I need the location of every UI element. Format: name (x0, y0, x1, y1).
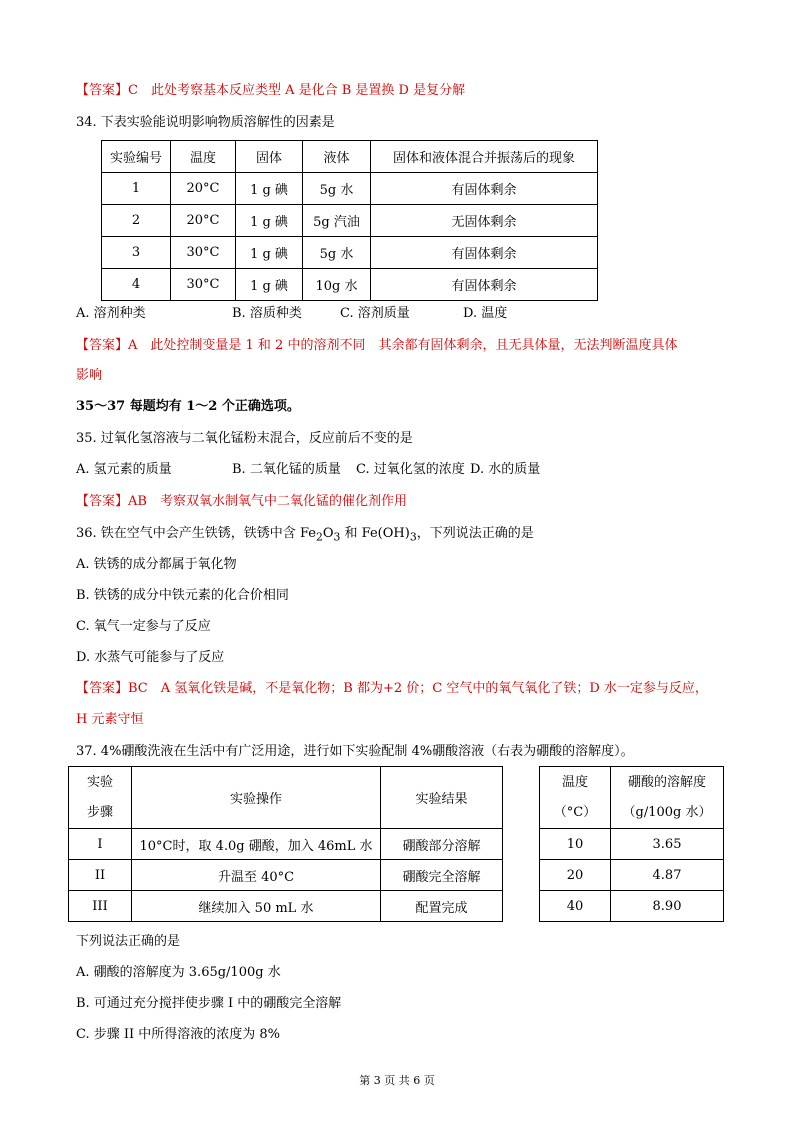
q34-options (76, 305, 507, 323)
q36-answer-cont: H 元素守恒 (76, 712, 144, 727)
option: A. 溶剂种类 (76, 306, 146, 321)
table-cell: 2 (102, 205, 171, 237)
header-text: 实验 (86, 774, 113, 790)
q36-option-b: B. 铁锈的成分中铁元素的化合价相同 (76, 588, 289, 603)
table-row (102, 205, 598, 237)
q34-stem: 34. 下表实验能说明影响物质溶解性的因素是 (76, 115, 335, 130)
table-cell: 1 g 碘 (236, 173, 303, 205)
table-row (102, 173, 598, 205)
table-cell: 1 (102, 173, 171, 205)
table-cell: 30°C (171, 269, 236, 301)
option: C. 过氧化氢的浓度 (356, 462, 465, 477)
table-cell: 10°C时，取 4.0g 硼酸，加入 46mL 水 (132, 829, 381, 860)
q37-prompt: 下列说法正确的是 (76, 934, 181, 949)
header-text: 步骤 (86, 804, 113, 820)
table-header (540, 767, 611, 829)
table-cell: 升温至 40°C (132, 860, 381, 891)
q37-stem: 37. 4%硼酸洗液在生活中有广泛用途，进行如下实验配制 4%硼酸溶液（右表为硼酸的溶解度）。 (76, 744, 634, 759)
table-header (69, 767, 132, 829)
section-note: 35～37 每题均有 1～2 个正确选项。 (76, 399, 300, 414)
q34-header-cell: 实验编号 (102, 141, 171, 173)
table-row (540, 829, 724, 860)
option: D. 温度 (463, 306, 508, 321)
table-cell: 10g 水 (303, 269, 371, 301)
q36-stem-part: 36. 铁在空气中会产生铁锈，铁锈中含 Fe (76, 526, 316, 541)
table-cell: II (69, 860, 132, 891)
table-cell: 硼酸部分溶解 (381, 829, 503, 860)
header-text: 硼酸的溶解度 (627, 774, 706, 790)
q35-options (76, 461, 540, 479)
option: B. 二氧化锰的质量 (232, 462, 341, 477)
table-cell: 4.87 (611, 860, 724, 891)
table-row (102, 237, 598, 269)
q36-stem-sub: 3 (333, 530, 341, 544)
table-row (69, 891, 503, 922)
table-row (69, 860, 503, 891)
header-text: （°C） (553, 804, 597, 820)
option: D. 水的质量 (470, 462, 541, 477)
option: B. 溶质种类 (232, 306, 302, 321)
table-cell: 3.65 (611, 829, 724, 860)
q35-answer: 【答案】AB 考察双氧水制氧气中二氧化锰的催化剂作用 (76, 494, 407, 509)
table-cell: 20°C (171, 173, 236, 205)
table-cell: 1 g 碘 (236, 237, 303, 269)
q37-option-c: C. 步骤 II 中所得溶液的浓度为 8% (76, 1027, 281, 1042)
q37-option-a: A. 硼酸的溶解度为 3.65g/100g 水 (76, 965, 281, 980)
q34-header-cell: 固体 (236, 141, 303, 173)
q36-stem-part: 和 Fe(OH) (340, 526, 410, 541)
table-cell: I (69, 829, 132, 860)
table-cell: 5g 汽油 (303, 205, 371, 237)
table-cell: 20°C (171, 205, 236, 237)
table-cell: III (69, 891, 132, 922)
table-cell: 5g 水 (303, 173, 371, 205)
q36-answer: 【答案】BC A 氢氧化铁是碱，不是氧化物；B 都为+2 价；C 空气中的氧气氧化了铁；D 水一定参与反应， (76, 681, 708, 696)
table-cell: 配置完成 (381, 891, 503, 922)
table-cell: 8.90 (611, 891, 724, 922)
option: A. 氢元素的质量 (76, 462, 172, 477)
q37-solubility-table (539, 766, 724, 922)
table-cell: 有固体剩余 (371, 173, 598, 205)
table-cell: 有固体剩余 (371, 237, 598, 269)
q37-option-b: B. 可通过充分搅拌使步骤 I 中的硼酸完全溶解 (76, 996, 342, 1011)
q36-stem (76, 525, 534, 547)
table-cell: 硼酸完全溶解 (381, 860, 503, 891)
q36-option-a: A. 铁锈的成分都属于氧化物 (76, 557, 237, 572)
table-header: 实验结果 (381, 767, 503, 829)
q34-header-cell: 液体 (303, 141, 371, 173)
table-row (540, 860, 724, 891)
table-cell: 30°C (171, 237, 236, 269)
table-cell: 3 (102, 237, 171, 269)
table-cell: 1 g 碘 (236, 269, 303, 301)
q34-answer: 【答案】A 此处控制变量是 1 和 2 中的溶剂不同 其余都有固体剩余，且无具体量，无法判断温度具体 (76, 338, 678, 353)
table-cell: 4 (102, 269, 171, 301)
table-cell: 5g 水 (303, 237, 371, 269)
page-footer: 第 3 页 共 6 页 (359, 1074, 435, 1087)
option: C. 溶剂质量 (340, 306, 410, 321)
table-row (540, 891, 724, 922)
q36-option-d: D. 水蒸气可能参与了反应 (76, 650, 225, 665)
table-cell: 有固体剩余 (371, 269, 598, 301)
q36-stem-part: ，下列说法正确的是 (416, 526, 534, 541)
q36-stem-sub: 2 (315, 530, 323, 544)
table-cell: 1 g 碘 (236, 205, 303, 237)
q34-header-cell: 固体和液体混合并振荡后的现象 (371, 141, 598, 173)
table-row (102, 269, 598, 301)
header-text: 温度 (561, 774, 588, 790)
table-header (611, 767, 724, 829)
table-cell: 20 (540, 860, 611, 891)
q35-stem: 35. 过氧化氢溶液与二氧化锰粉末混合，反应前后不变的是 (76, 431, 413, 446)
q36-option-c: C. 氧气一定参与了反应 (76, 619, 211, 634)
table-row (69, 829, 503, 860)
q34-answer-cont: 影响 (76, 368, 103, 383)
table-cell: 10 (540, 829, 611, 860)
q37-experiment-table (68, 766, 503, 922)
table-header: 实验操作 (132, 767, 381, 829)
q36-stem-sub: 3 (409, 530, 417, 544)
table-cell: 40 (540, 891, 611, 922)
q36-stem-part: O (322, 526, 334, 541)
header-text: （g/100g 水） (622, 804, 712, 820)
q34-table (101, 140, 598, 301)
q33-answer: 【答案】C 此处考察基本反应类型 A 是化合 B 是置换 D 是复分解 (76, 83, 466, 98)
q34-header-cell: 温度 (171, 141, 236, 173)
table-cell: 无固体剩余 (371, 205, 598, 237)
table-cell: 继续加入 50 mL 水 (132, 891, 381, 922)
